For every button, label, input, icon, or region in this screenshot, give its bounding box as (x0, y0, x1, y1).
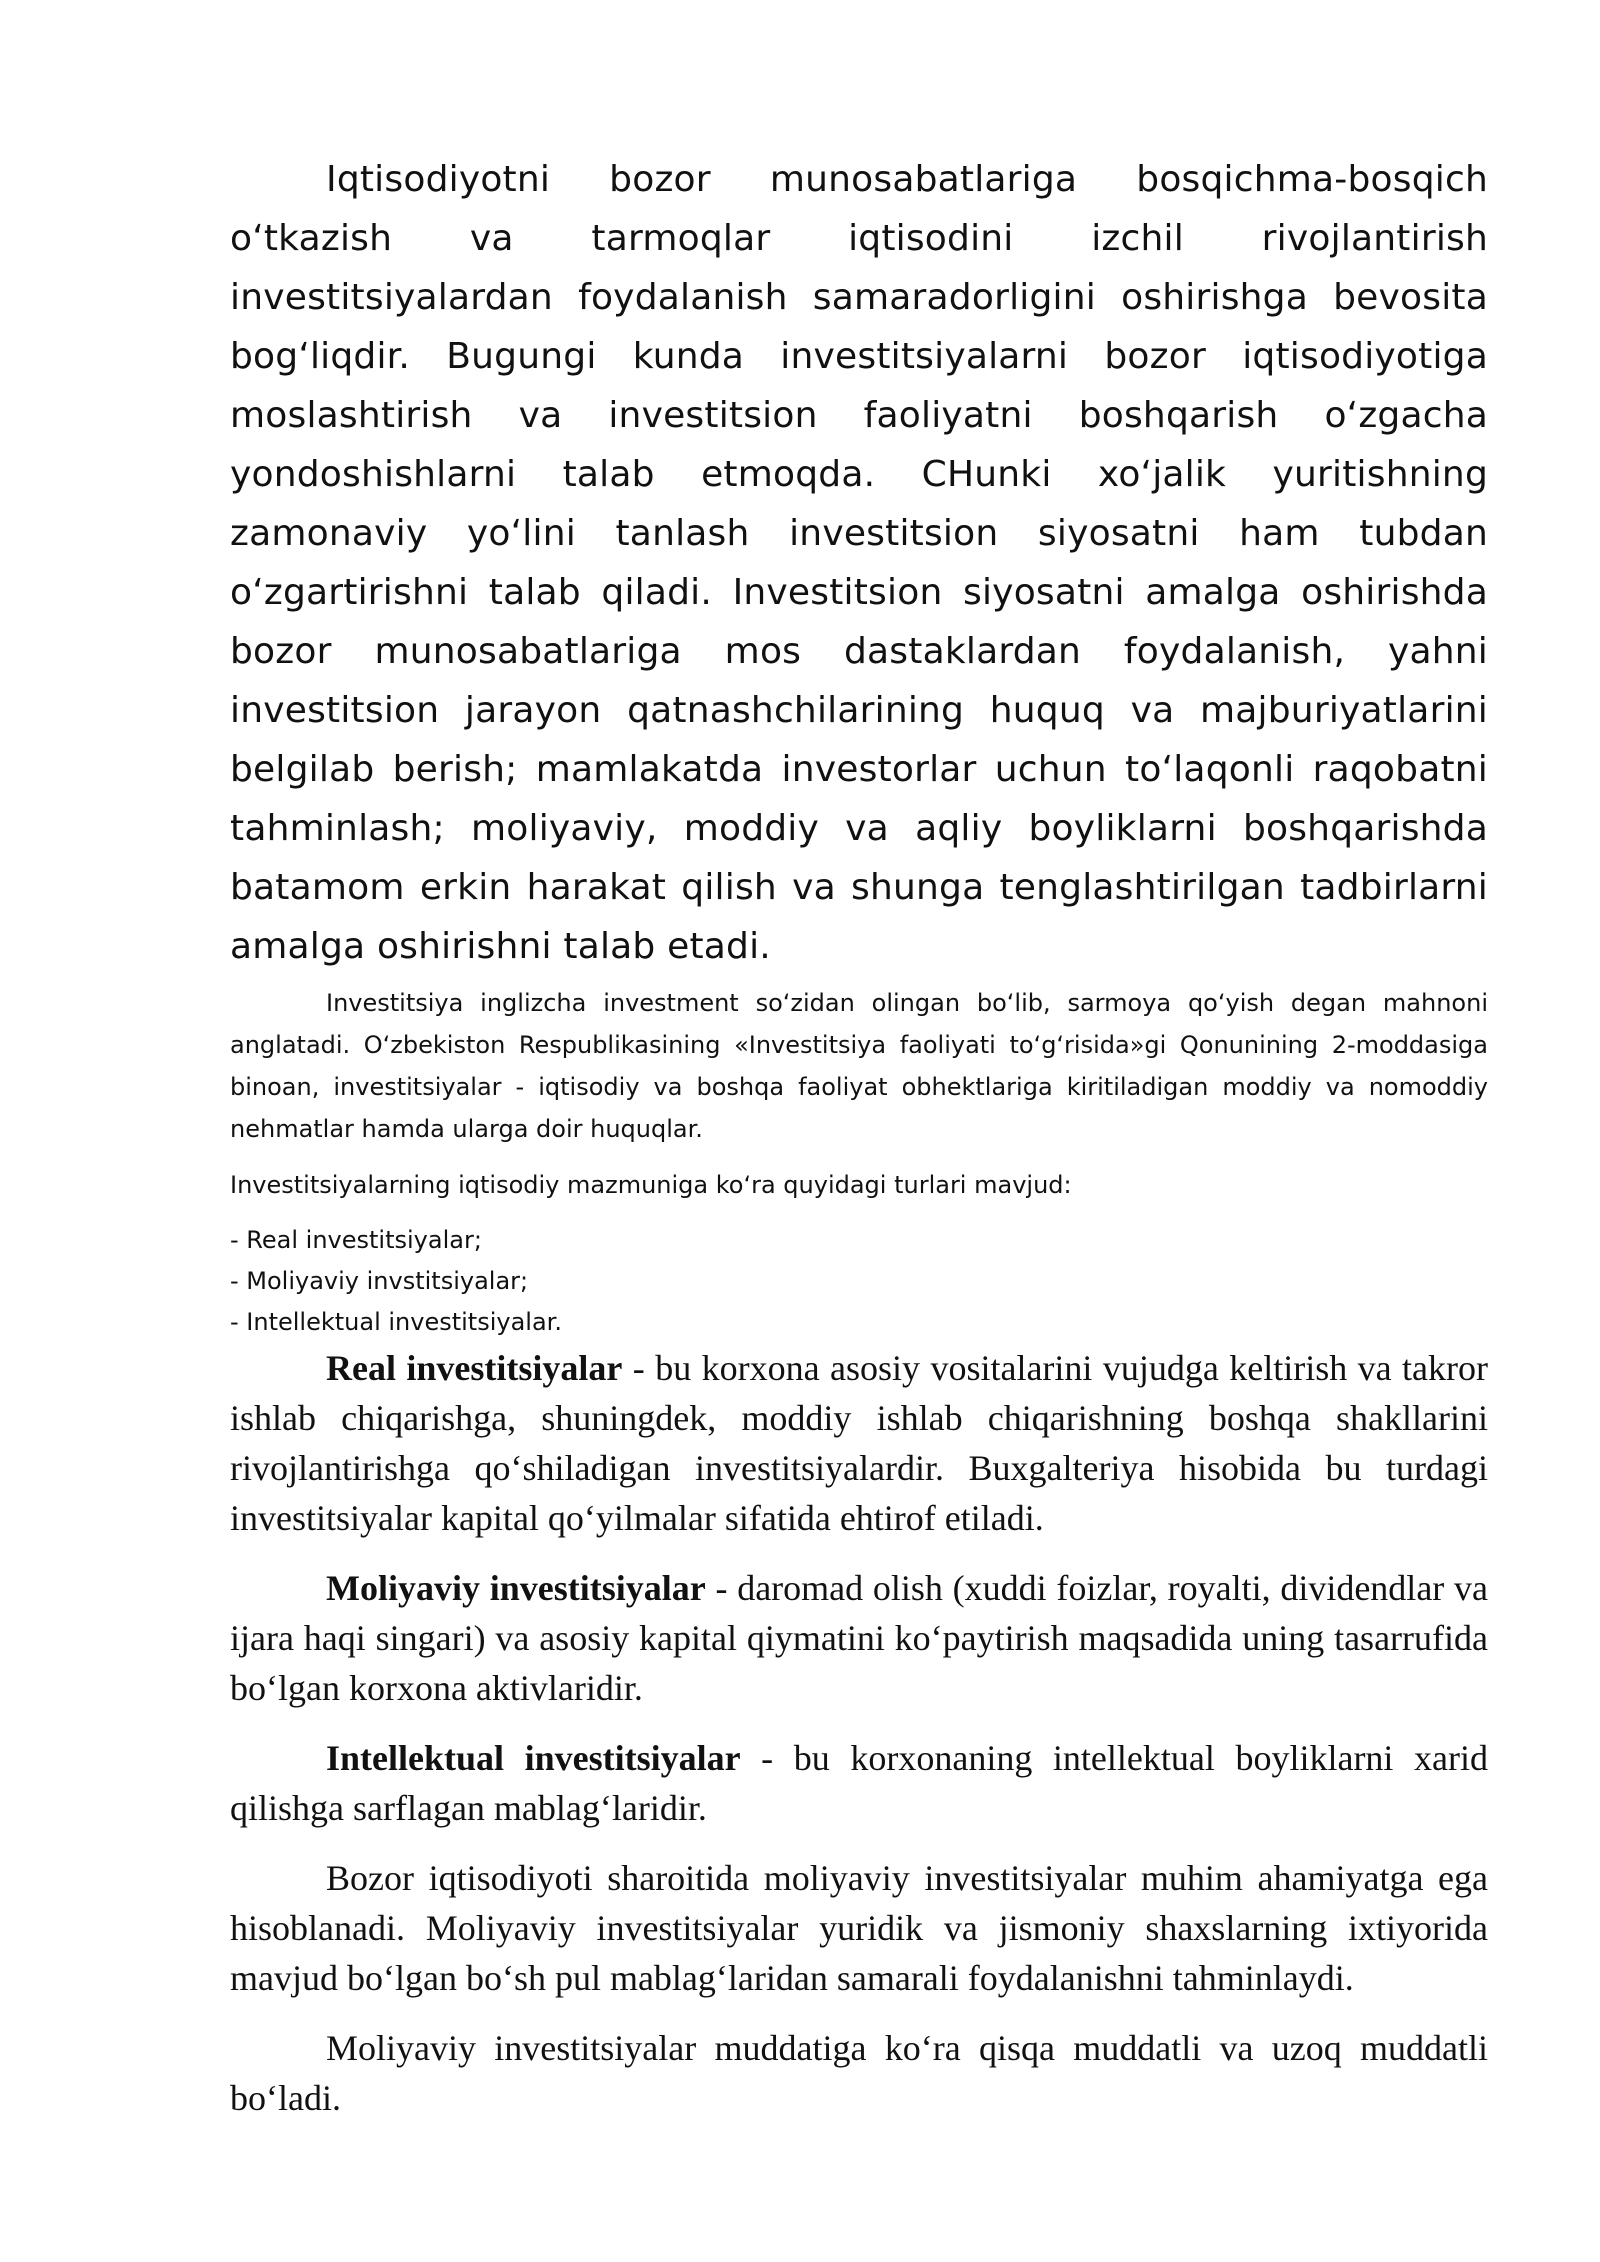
investment-types-intro: Investitsiyalarning iqtisodiy mazmuniga ko‘ra quyidagi turlari mavjud: (230, 1171, 1072, 1199)
real-investments-paragraph (230, 1343, 1488, 1543)
intellectual-investments-text: - bu korxonaning intellektual boyliklarni xarid qilishga sarflagan mablag‘laridir. (230, 1738, 1488, 1828)
financial-investments-text: - daromad olish (xuddi foizlar, royalti, dividendlar va ijara haqi singari) va asosiy kapital qiymatini ko‘paytirish maqsadida uning tasarrufida bo‘lgan korxona aktivlaridir. (230, 1568, 1489, 1708)
market-economy-paragraph: Bozor iqtisodiyoti sharoitida moliyaviy investitsiyalar muhim ahamiyatga ega hisoblanadi. Moliyaviy investitsiyalar yuridik va jismoniy shaxslarning ixtiyorida mavjud bo‘lgan bo‘sh pul mablag‘laridan samarali foydalanishni tahminlaydi. (230, 1858, 1488, 1998)
intellectual-investments-term: Intellektual investitsiyalar (326, 1738, 741, 1778)
real-investments-term: Real investitsiyalar (326, 1348, 623, 1388)
term-classification-paragraph: Moliyaviy investitsiyalar muddatiga ko‘ra qisqa muddatli va uzoq muddatli bo‘ladi. (230, 2028, 1488, 2118)
list-item: - Real investitsiyalar; (230, 1226, 482, 1254)
financial-investments-term: Moliyaviy investitsiyalar (326, 1568, 706, 1608)
intro-paragraph: Iqtisodiyotni bozor munosabatlariga bosqichma-bosqich o‘tkazish va tarmoqlar iqtisodini izchil rivojlantirish investitsiyalardan foydalanish samaradorligini oshirishga bevosita bog‘liqdir. Bugungi kunda investitsiyalarni bozor iqtisodiyotiga moslashtirish va investitsion faoliyatni boshqarish o‘zgacha yondoshishlarni talab etmoqda. CHunki xo‘jalik yuritishning zamonaviy yo‘lini tanlash investitsion siyosatni ham tubdan o‘zgartirishni talab qiladi. Investitsion siyosatni amalga oshirishda bozor munosabatlariga mos dastaklardan foydalanish, yahni investitsion jarayon qatnashchilarining huquq va majburiyatlarini belgilab berish; mamlakatda investorlar uchun to‘laqonli raqobatni tahminlash; moliyaviy, moddiy va aqliy boyliklarni boshqarishda batamom erkin harakat qilish va shunga tenglashtirilgan tadbirlarni amalga oshirishni talab etadi. (230, 159, 1488, 967)
financial-investments-paragraph (230, 1563, 1488, 1713)
investment-types-list (230, 1220, 1488, 1343)
intellectual-investments-paragraph (230, 1733, 1488, 1833)
investment-definition-paragraph: Investitsiya inglizcha investment so‘zidan olingan bo‘lib, sarmoya qo‘yish degan mahnoni anglatadi. O‘zbekiston Respublikasining «Investitsiya faoliyati to‘g‘risida»gi Qonunining 2-moddasiga binoan, investitsiyalar - iqtisodiy va boshqa faoliyat obhektlariga kiritiladigan moddiy va nomoddiy nehmatlar hamda ularga doir huquqlar. (230, 989, 1488, 1143)
list-item: - Intellektual investitsiyalar. (230, 1308, 562, 1336)
document-page (230, 150, 1488, 2123)
list-item: - Moliyaviy invstitsiyalar; (230, 1267, 529, 1295)
real-investments-text: - bu korxona asosiy vositalarini vujudga keltirish va takror ishlab chiqarishga, shuningdek, moddiy ishlab chiqarishning boshqa shakllarini rivojlantirishga qo‘shiladigan investitsiyalardir. Buxgalteriya hisobida bu turdagi investitsiyalar kapital qo‘yilmalar sifatida ehtirof etiladi. (230, 1348, 1488, 1538)
